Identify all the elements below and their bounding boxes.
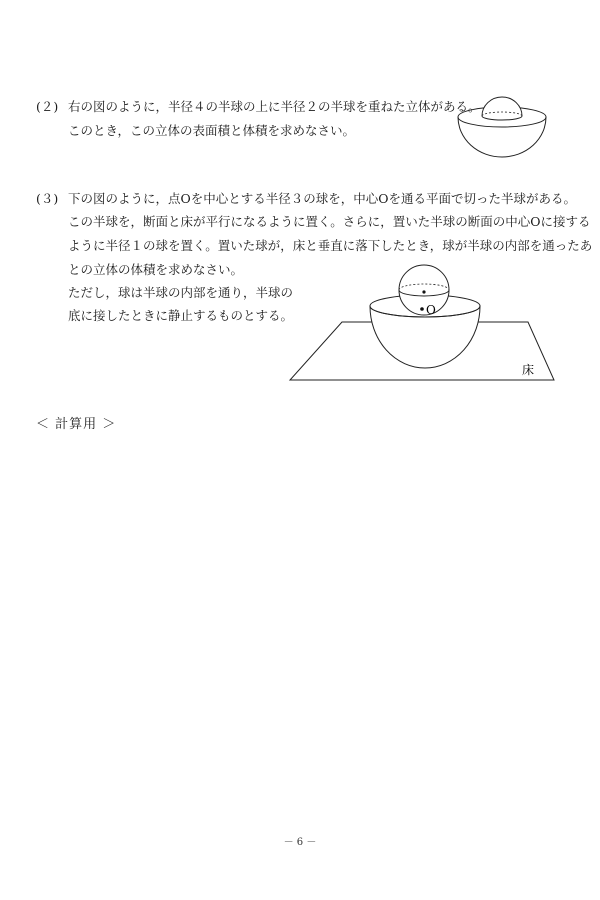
floor-label: 床 (522, 363, 535, 377)
q3-text-line-6: 底に接したときに静止するものとする。 (68, 308, 294, 323)
q3-number: (３) (36, 191, 59, 206)
q3-text-line-4: との立体の体積を求めなさい。 (68, 262, 244, 277)
small-sphere (399, 265, 449, 315)
q3-text-line-5: ただし，球は半球の内部を通り，半球の (68, 285, 294, 300)
q3-text-line-3: ように半径１の球を置く。置いた球が，床と垂直に落下したとき，球が半球の内部を通ったあ (68, 238, 593, 253)
q3-text-line-1: 下の図のように，点Oを中心とする半径３の球を，中心Oを通る平面で切った半球がある。 (68, 191, 576, 206)
calc-area-label: ＜ 計算用 ＞ (36, 417, 117, 432)
q2-text-line-1: 右の図のように，半径４の半球の上に半径２の半球を重ねた立体がある。 (68, 99, 481, 114)
page-number: － 6 － (283, 837, 317, 848)
q2-number: (２) (36, 99, 59, 114)
sphere-center-dot (422, 290, 425, 293)
large-hemisphere-bowl (458, 117, 546, 157)
small-hemisphere-dome (482, 97, 522, 116)
q2-text-line-2: このとき，この立体の表面積と体積を求めなさい。 (68, 123, 356, 138)
q3-text-line-2: この半球を，断面と床が平行になるように置く。さらに，置いた半球の断面の中心Oに接する (68, 214, 591, 229)
q2-figure-stacked-hemispheres (448, 95, 558, 165)
point-o-dot (420, 307, 424, 311)
small-hemisphere-base-front (482, 116, 522, 120)
q3-figure-hemisphere-sphere-floor (288, 268, 558, 388)
point-o-label: O (426, 303, 436, 317)
